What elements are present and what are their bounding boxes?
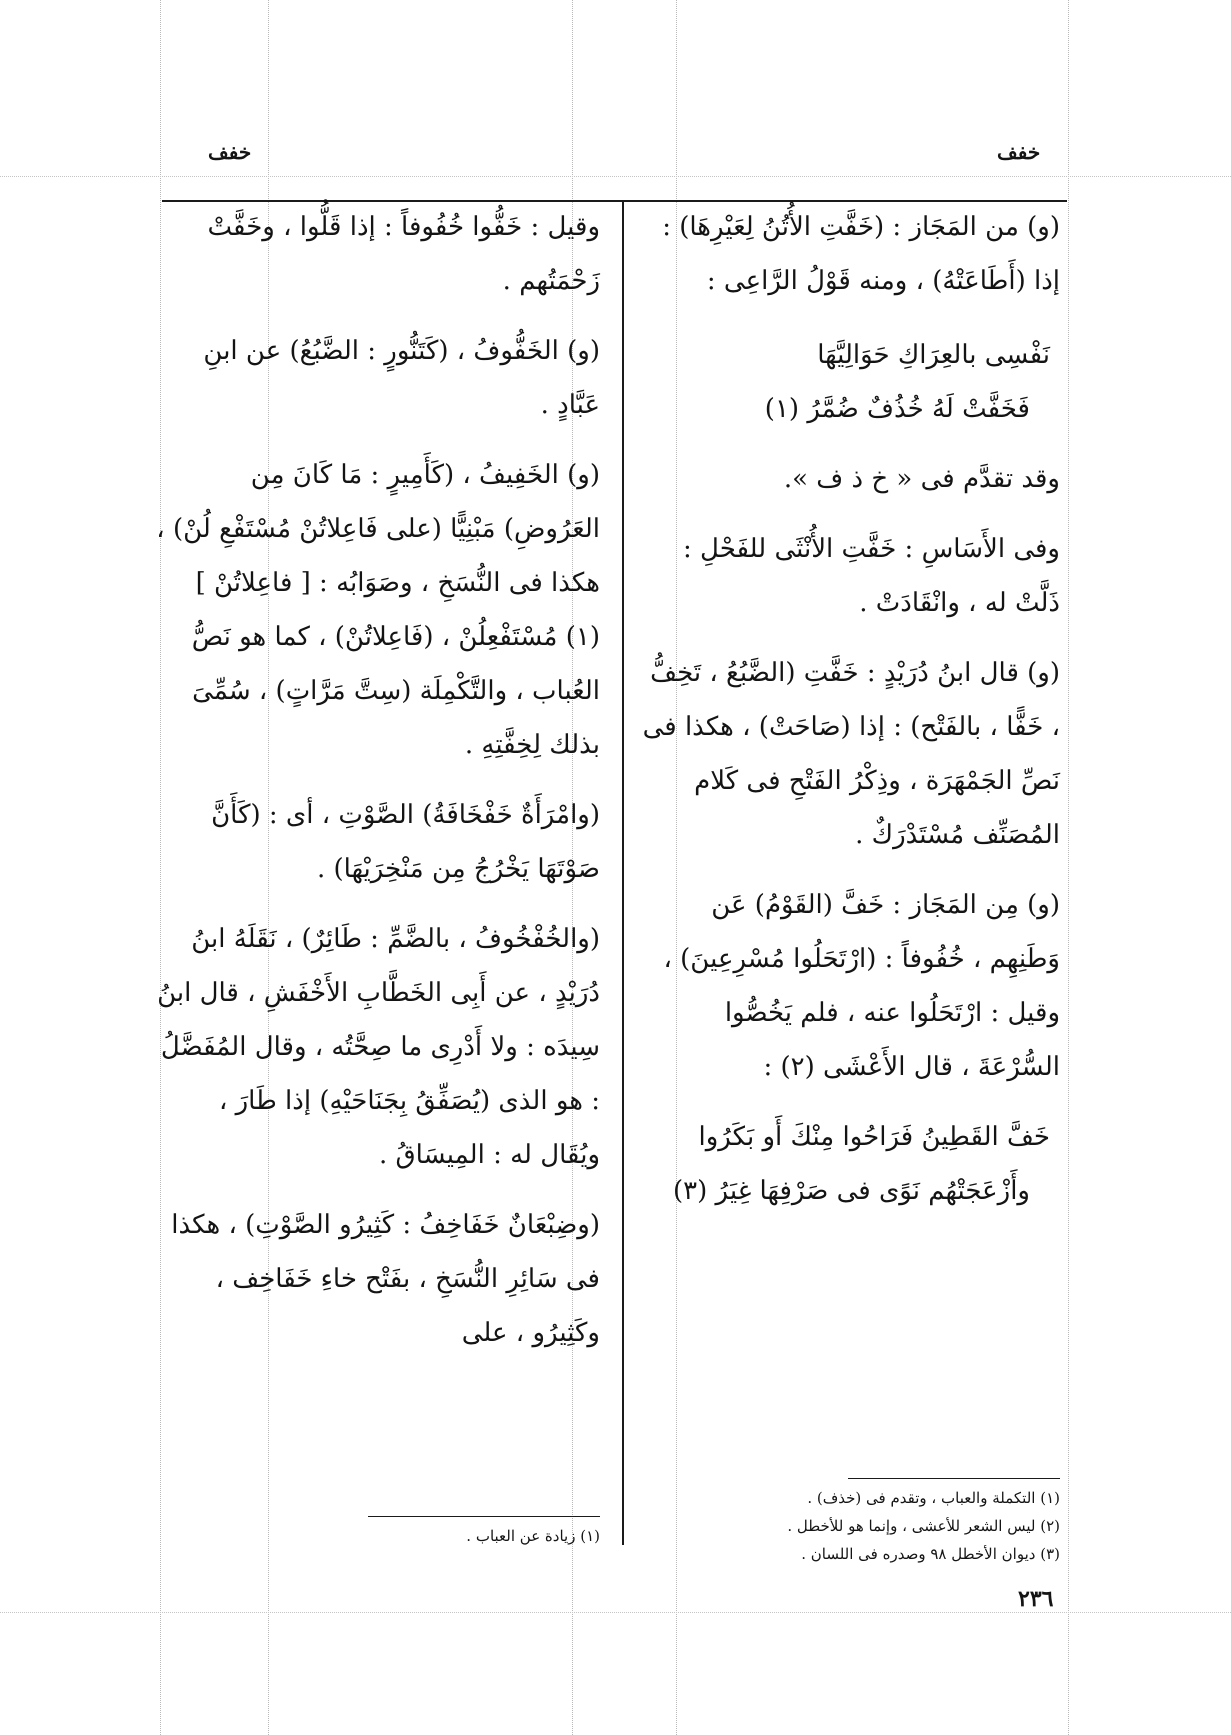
- footnote-rule: [368, 1516, 600, 1517]
- paragraph: وقد تقدَّم فى « خ ذ ف ».: [783, 464, 1060, 494]
- left-column: [156, 200, 600, 1376]
- paragraph: (و) قال ابنُ دُرَيْدٍ : خَفَّتِ (الضَّبُعُ ، تَخِفُّ ، خَفًّا ، بالفَتْح) : إذا (صَاحَتْ) ، هكذا فى نَصِّ الجَمْهَرَة ، وذِكْرُ الفَتْحِ فى كَلام المُصَنِّف مُسْتَدْرَكٌ .: [642, 658, 1060, 850]
- paragraph: (و) مِن المَجَاز : خَفَّ (القَوْمُ) عَن وَطَنِهِم ، خُفُوفاً : (ارْتَحَلُوا مُسْرِعِينَ) ، وقيل : ارْتَحَلُوا عنه ، فلم يَخُصُّوا السُّرْعَةَ ، قال الأَعْشَى (٢) :: [663, 890, 1060, 1082]
- verse: [640, 328, 1060, 436]
- running-head-left: خفف: [208, 140, 252, 164]
- paragraph: (و) الخَفِيفُ ، (كَأَمِيرٍ : مَا كَانَ مِن العَرُوضِ) مَبْنِيًّا (على فَاعِلاتُنْ مُسْتَفْعِ لُنْ) ، هكذا فى النُّسَخِ ، وصَوَابُه : [ فاعِلاتُنْ ] (١) مُسْتَفْعِلُنْ ، (فَاعِلاتُنْ) ، كما هو نَصُّ العُباب ، والتَّكْمِلَة (سِتَّ مَرَّاتٍ) ، سُمِّىَ بذلك لِخِفَّتِهِ .: [156, 460, 600, 760]
- left-footnotes: [160, 1522, 600, 1550]
- paragraph: (وامْرَأَةٌ خَفْخَافَةُ) الصَّوْتِ ، أى : (كَأَنَّ صَوْتَهَا يَخْرُجُ مِن مَنْخِرَيْهَا) .: [211, 800, 600, 884]
- verse-line: فَخَفَّتْ لَهُ خُذُفٌ ضُمَّرُ (١): [764, 394, 1030, 424]
- column-divider: [622, 200, 624, 1545]
- verse-line: نَفْسِى بالعِرَاكِ حَوَالِيَّهَا: [817, 340, 1050, 370]
- paragraph: (و) من المَجَاز : (خَفَّتِ الأُتُنُ لِعَيْرِهَا) : إذا (أَطَاعَتْهُ) ، ومنه قَوْلُ الرَّاعِى :: [662, 212, 1060, 296]
- footnote: (١) زيادة عن العباب .: [466, 1527, 600, 1545]
- paragraph: (و) الخَفُّوفُ ، (كَتَنُّورٍ : الضَّبُعُ) عن ابنِ عَبَّادٍ .: [203, 336, 600, 420]
- footnote: (٢) ليس الشعر للأعشى ، وإنما هو للأخطل .: [787, 1517, 1060, 1535]
- right-footnotes: [640, 1484, 1060, 1568]
- paragraph: (والخُفْخُوفُ ، بالضَّمِّ : طَائِرٌ) ، نَقَلَهُ ابنُ دُرَيْدٍ ، عن أَبِى الخَطَّابِ الأَخْفَشِ ، قال ابنُ سِيدَه : ولا أَدْرِى ما صِحَّتُه ، وقال المُفَضَّلُ : هو الذى (يُصَفِّقُ بِجَنَاحَيْهِ) إذا طَارَ ، ويُقَال له : المِيسَاقُ .: [157, 924, 600, 1170]
- guide-line: [0, 1612, 1231, 1613]
- guide-line: [1068, 0, 1069, 1735]
- footnote: (١) التكملة والعباب ، وتقدم فى (خذف) .: [807, 1489, 1060, 1507]
- paragraph: وفى الأَسَاسِ : خَفَّتِ الأُنْثَى للفَحْلِ : ذَلَّتْ له ، وانْقَادَتْ .: [683, 534, 1060, 618]
- footnote-rule: [848, 1478, 1060, 1479]
- footnote: (٣) ديوان الأخطل ٩٨ وصدره فى اللسان .: [801, 1545, 1060, 1563]
- guide-line: [0, 176, 1231, 177]
- paragraph: وقيل : خَفُّوا خُفُوفاً : إذا قَلُّوا ، وخَفَّتْ زَحْمَتُهم .: [207, 212, 600, 296]
- paragraph: (وضِبْعَانٌ خَفَاخِفُ : كَثِيرُو الصَّوْتِ) ، هكذا فى سَائِرِ النُّسَخِ ، بفَتْح خاءِ خَفَاخِف ، وكَثِيرُو ، على: [171, 1210, 600, 1348]
- page-number: ٢٣٦: [1018, 1586, 1054, 1612]
- verse-line: وأَزْعَجَتْهُم نَوًى فى صَرْفِهَا غِيَرُ (٣): [672, 1176, 1030, 1206]
- verse-line: خَفَّ القَطِينُ فَرَاحُوا مِنْكَ أَو بَكَرُوا: [698, 1122, 1050, 1152]
- running-head-right: خفف: [997, 140, 1041, 164]
- verse: [640, 1110, 1060, 1218]
- right-column: [640, 200, 1060, 1234]
